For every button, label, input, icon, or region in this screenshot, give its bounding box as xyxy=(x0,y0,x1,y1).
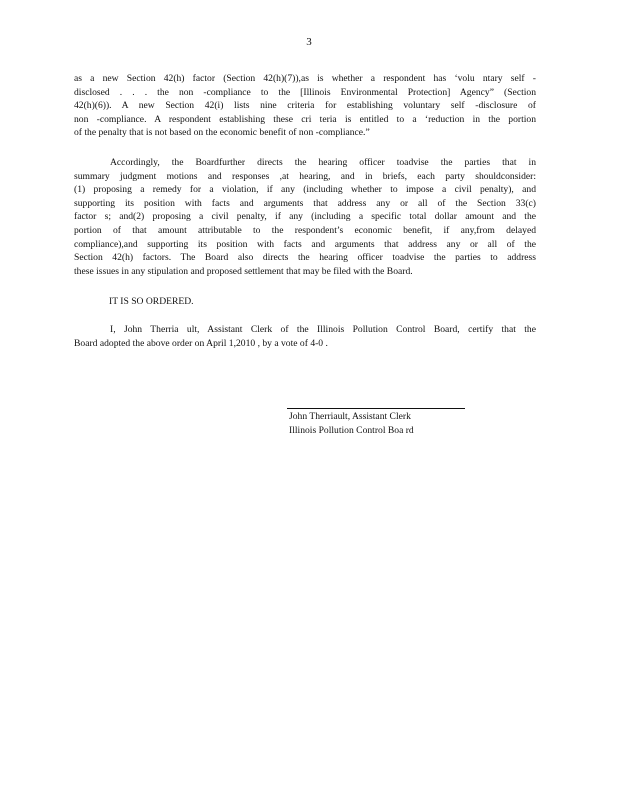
paragraph-line: factor s; and(2) proposing a civil penalty, if any (including a specific total dollar amount and the xyxy=(74,211,536,223)
paragraph-line: these issues in any stipulation and proposed settlement that may be filed with the Board. xyxy=(74,265,413,277)
paragraph-line: 42(h)(6)). A new Section 42(i) lists nine criteria for establishing voluntary self -disclosure of xyxy=(74,100,536,112)
paragraph-accordingly xyxy=(74,156,536,278)
paragraph-line: non -compliance. A respondent establishing these cri teria is entitled to a ‘reduction in the portion xyxy=(74,113,536,125)
paragraph-line: Board adopted the above order on April 1,2010 , by a vote of 4-0 . xyxy=(74,337,328,349)
paragraph-line: Accordingly, the Boardfurther directs the hearing officer toadvise the parties that in xyxy=(110,157,536,168)
paragraph-section-42h xyxy=(74,72,536,140)
paragraph-line: I, John Therria ult, Assistant Clerk of the Illinois Pollution Control Board, certify that the xyxy=(110,324,536,335)
paragraph-certification xyxy=(74,323,536,350)
paragraph-line: disclosed . . . the non -compliance to the [Illinois Environmental Protection] Agency” (Section xyxy=(74,86,536,98)
page-number: 3 xyxy=(306,36,312,48)
paragraph-line: (1) proposing a remedy for a violation, if any (including whether to impose a civil penalty), and xyxy=(74,184,536,196)
paragraph-line: Section 42(h) factors. The Board also directs the hearing officer toadvise the parties to address xyxy=(74,252,536,264)
signature-name: John Therriault, Assistant Clerk xyxy=(289,411,411,422)
order-statement: IT IS SO ORDERED. xyxy=(109,296,194,307)
paragraph-line: of the penalty that is not based on the economic benefit of non -compliance.” xyxy=(74,127,370,139)
signature-line xyxy=(287,408,465,409)
paragraph-line: summary judgment motions and responses ,at hearing, and in briefs, each party shouldconsider: xyxy=(74,170,536,182)
paragraph-line: as a new Section 42(h) factor (Section 42(h)(7)),as is whether a respondent has ‘volu ntary self - xyxy=(74,73,536,84)
paragraph-line: compliance),and supporting its position with facts and arguments that address any or all of the xyxy=(74,238,536,250)
paragraph-line: supporting its position with facts and arguments that address any or all of the Section 33(c) xyxy=(74,197,536,209)
signature-organization: Illinois Pollution Control Boa rd xyxy=(289,425,414,436)
paragraph-line: portion of that amount attributable to the respondent’s economic benefit, if any,from delayed xyxy=(74,224,536,236)
